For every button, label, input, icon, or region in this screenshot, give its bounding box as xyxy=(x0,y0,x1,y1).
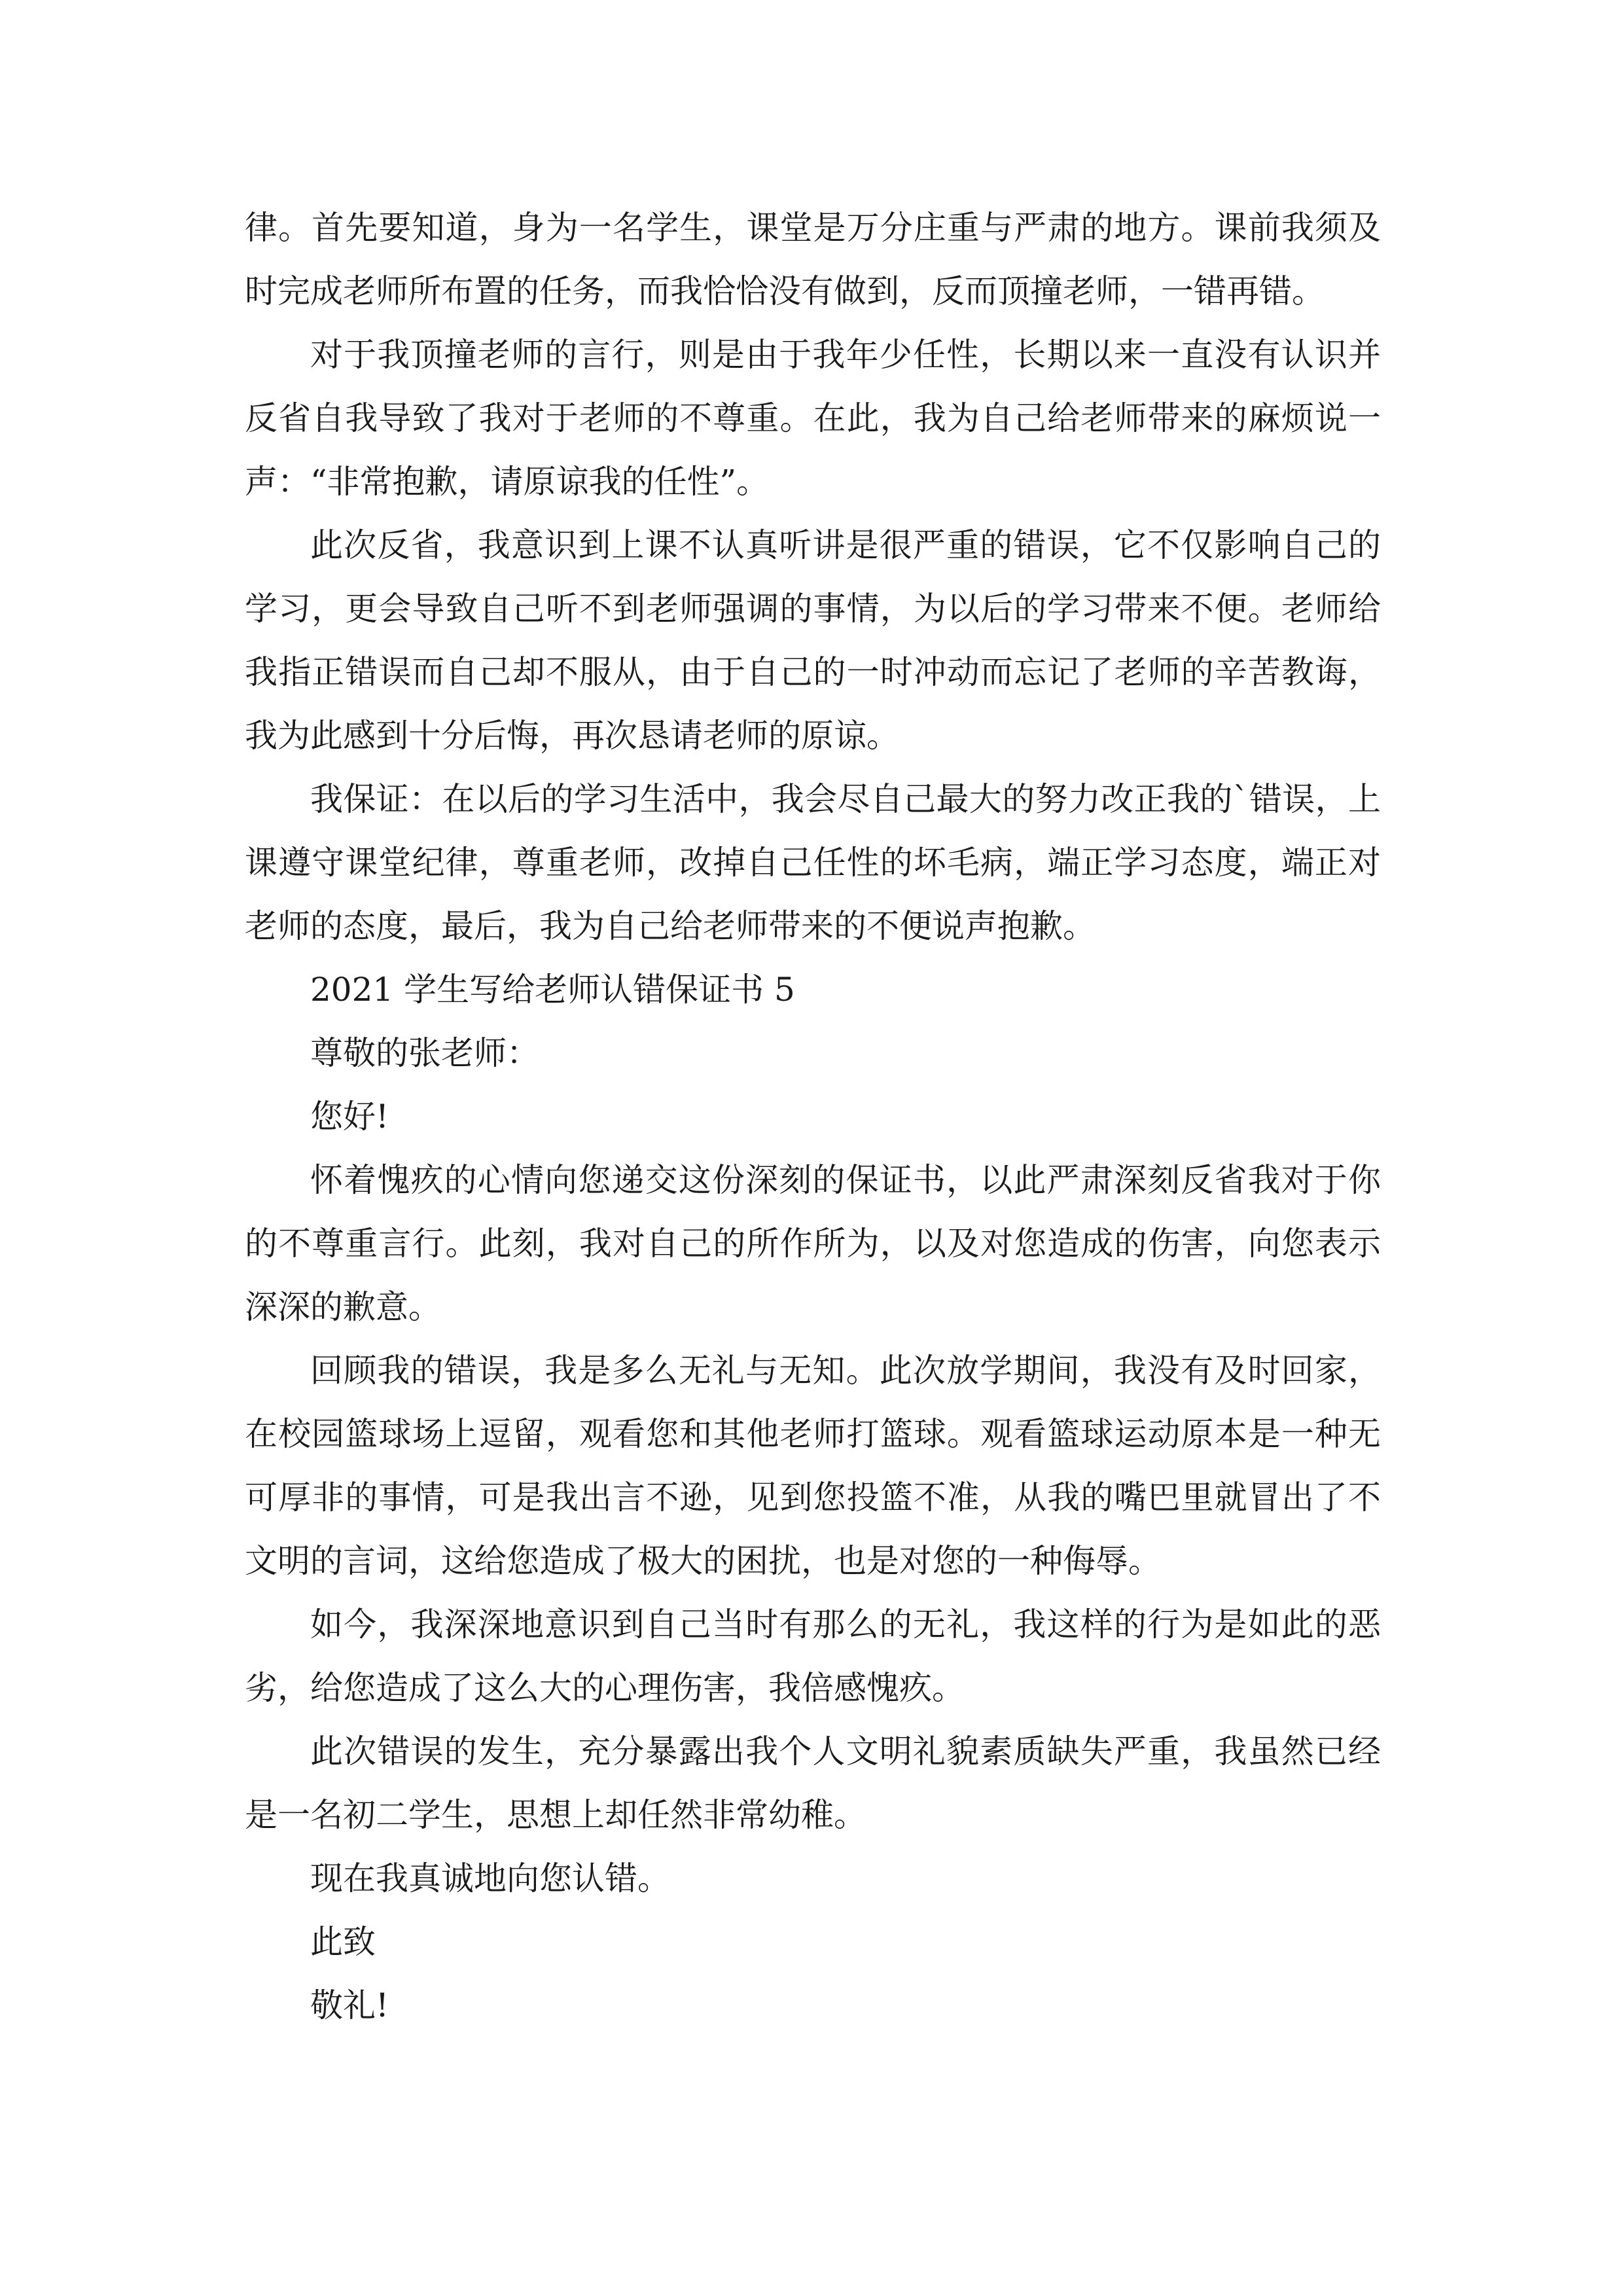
paragraph-cause: 此次错误的发生，充分暴露出我个人文明礼貌素质缺失严重，我虽然已经是一名初二学生，思想上却任然非常幼稚。 xyxy=(245,1732,1381,1834)
closing-line: 此致 xyxy=(310,1923,376,1961)
paragraph-reflection: 此次反省，我意识到上课不认真听讲是很严重的错误，它不仅影响自己的学习，更会导致自己听不到老师强调的事情，为以后的学习带来不便。老师给我指正错误而自己却不服从，由于自己的一时冲动而忘记了老师的辛苦教诲，我为此感到十分后悔，再次恳请老师的原谅。 xyxy=(245,526,1381,755)
section-title: 2021 学生写给老师认错保证书 5 xyxy=(310,971,795,1009)
closing-regards: 敬礼! xyxy=(310,1986,389,2024)
paragraph-promise: 我保证：在以后的学习生活中，我会尽自己最大的努力改正我的`错误，上课遵守课堂纪律，尊重老师，改掉自己任性的坏毛病，端正学习态度，端正对老师的态度，最后，我为自己给老师带来的不便说声抱歉。 xyxy=(245,780,1381,945)
paragraph-review: 回顾我的错误，我是多么无礼与无知。此次放学期间，我没有及时回家，在校园篮球场上逗留，观看您和其他老师打篮球。观看篮球运动原本是一种无可厚非的事情，可是我出言不逊，见到您投篮不准，从我的嘴巴里就冒出了不文明的言词，这给您造成了极大的困扰，也是对您的一种侮辱。 xyxy=(245,1352,1381,1580)
paragraph-realization: 如今，我深深地意识到自己当时有那么的无礼，我这样的行为是如此的恶劣，给您造成了这么大的心理伤害，我倍感愧疚。 xyxy=(245,1605,1381,1707)
paragraph-continuation: 律。首先要知道，身为一名学生，课堂是万分庄重与严肃的地方。课前我须及时完成老师所布置的任务，而我恰恰没有做到，反而顶撞老师，一错再错。 xyxy=(245,209,1381,310)
paragraph-intro: 怀着愧疚的心情向您递交这份深刻的保证书，以此严肃深刻反省我对于你的不尊重言行。此刻，我对自己的所作所为，以及对您造成的伤害，向您表示深深的歉意。 xyxy=(245,1161,1381,1326)
paragraph-apology: 对于我顶撞老师的言行，则是由于我年少任性，长期以来一直没有认识并反省自我导致了我对于老师的不尊重。在此，我为自己给老师带来的麻烦说一声：“非常抱歉，请原谅我的任性”。 xyxy=(245,336,1381,501)
salutation: 尊敬的张老师： xyxy=(310,1034,539,1072)
paragraph-admission: 现在我真诚地向您认错。 xyxy=(310,1859,670,1897)
greeting: 您好! xyxy=(310,1098,389,1136)
document-body xyxy=(245,196,1381,2037)
